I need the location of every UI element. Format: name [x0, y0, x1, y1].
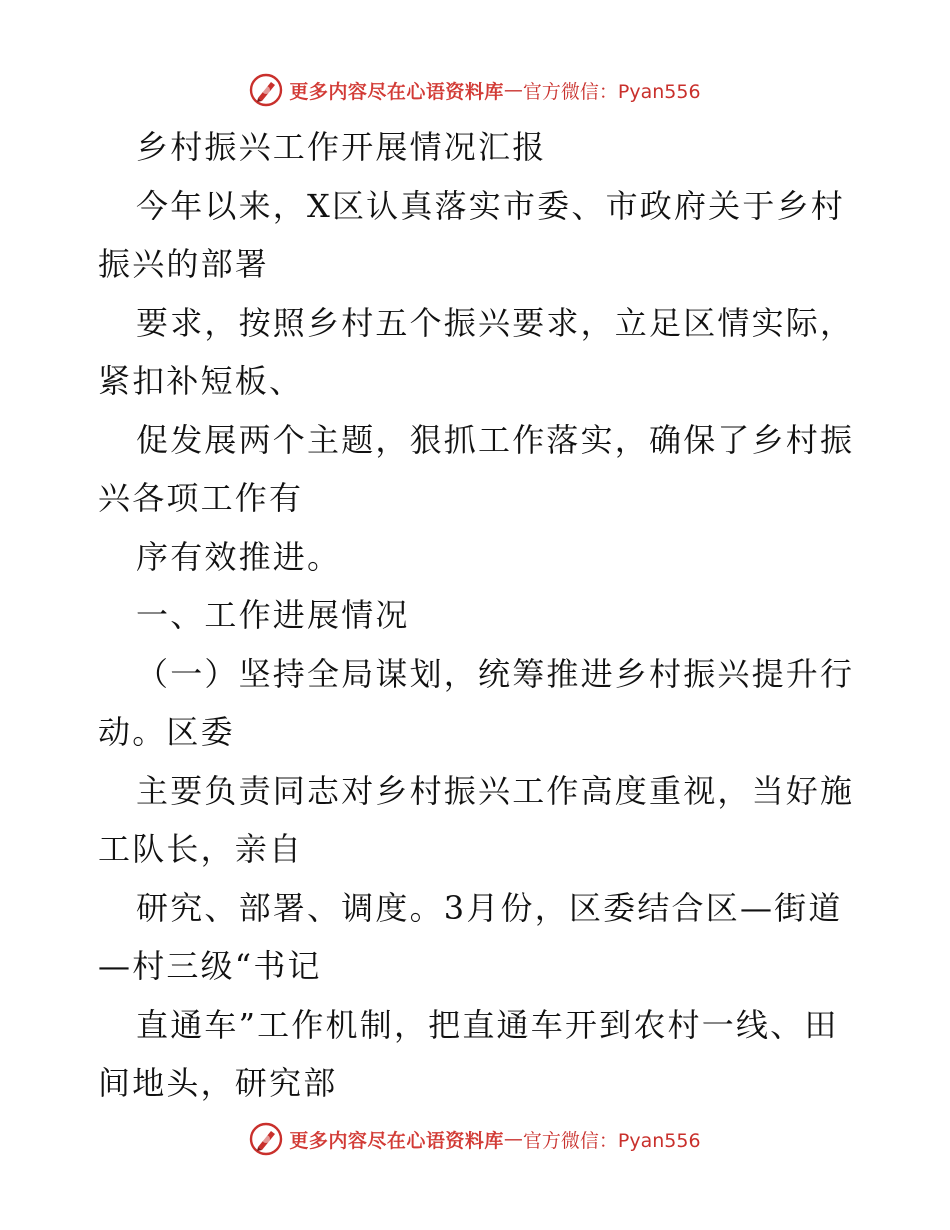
text-line: 直通车”工作机制，把直通车开到农村一线、田 [136, 1005, 839, 1044]
red-pen-logo-icon [249, 73, 283, 107]
header-banner [0, 70, 950, 110]
text-line: 今年以来，X区认真落实市委、市政府关于乡村 [136, 186, 845, 225]
text-line: 工队长，亲自 [98, 830, 304, 868]
text-line: 动。区委 [98, 713, 235, 751]
banner-contact: 官方微信：Pyan556 [522, 80, 701, 103]
text-line: 促发展两个主题，狠抓工作落实，确保了乡村振 [136, 420, 855, 459]
section-heading: 一、工作进展情况 [136, 596, 410, 634]
text-line: 振兴的部署 [98, 245, 270, 283]
text-line: 主要负责同志对乡村振兴工作高度重视，当好施 [136, 771, 855, 810]
text-line: 研究、部署、调度。3月份，区委结合区—街道 [136, 888, 843, 927]
footer-banner [0, 1119, 950, 1159]
text-line: 兴各项工作有 [98, 479, 304, 517]
banner-separator: — [503, 79, 523, 101]
banner-separator: — [503, 1128, 523, 1150]
text-line: 序有效推进。 [136, 537, 342, 576]
banner-contact: 官方微信：Pyan556 [522, 1129, 701, 1152]
text-line: —村三级“书记 [98, 947, 322, 985]
text-line: 紧扣补短板、 [98, 362, 304, 400]
text-line: （一）坚持全局谋划，统筹推进乡村振兴提升行 [136, 654, 855, 693]
banner-prefix: 更多内容尽在心语资料库 [289, 1129, 504, 1152]
document-body [98, 118, 858, 1113]
document-title: 乡村振兴工作开展情况汇报 [136, 128, 547, 166]
red-pen-logo-icon [249, 1122, 283, 1156]
banner-prefix: 更多内容尽在心语资料库 [289, 80, 504, 103]
text-line: 间地头，研究部 [98, 1064, 338, 1102]
text-line: 要求，按照乡村五个振兴要求，立足区情实际， [136, 303, 855, 342]
